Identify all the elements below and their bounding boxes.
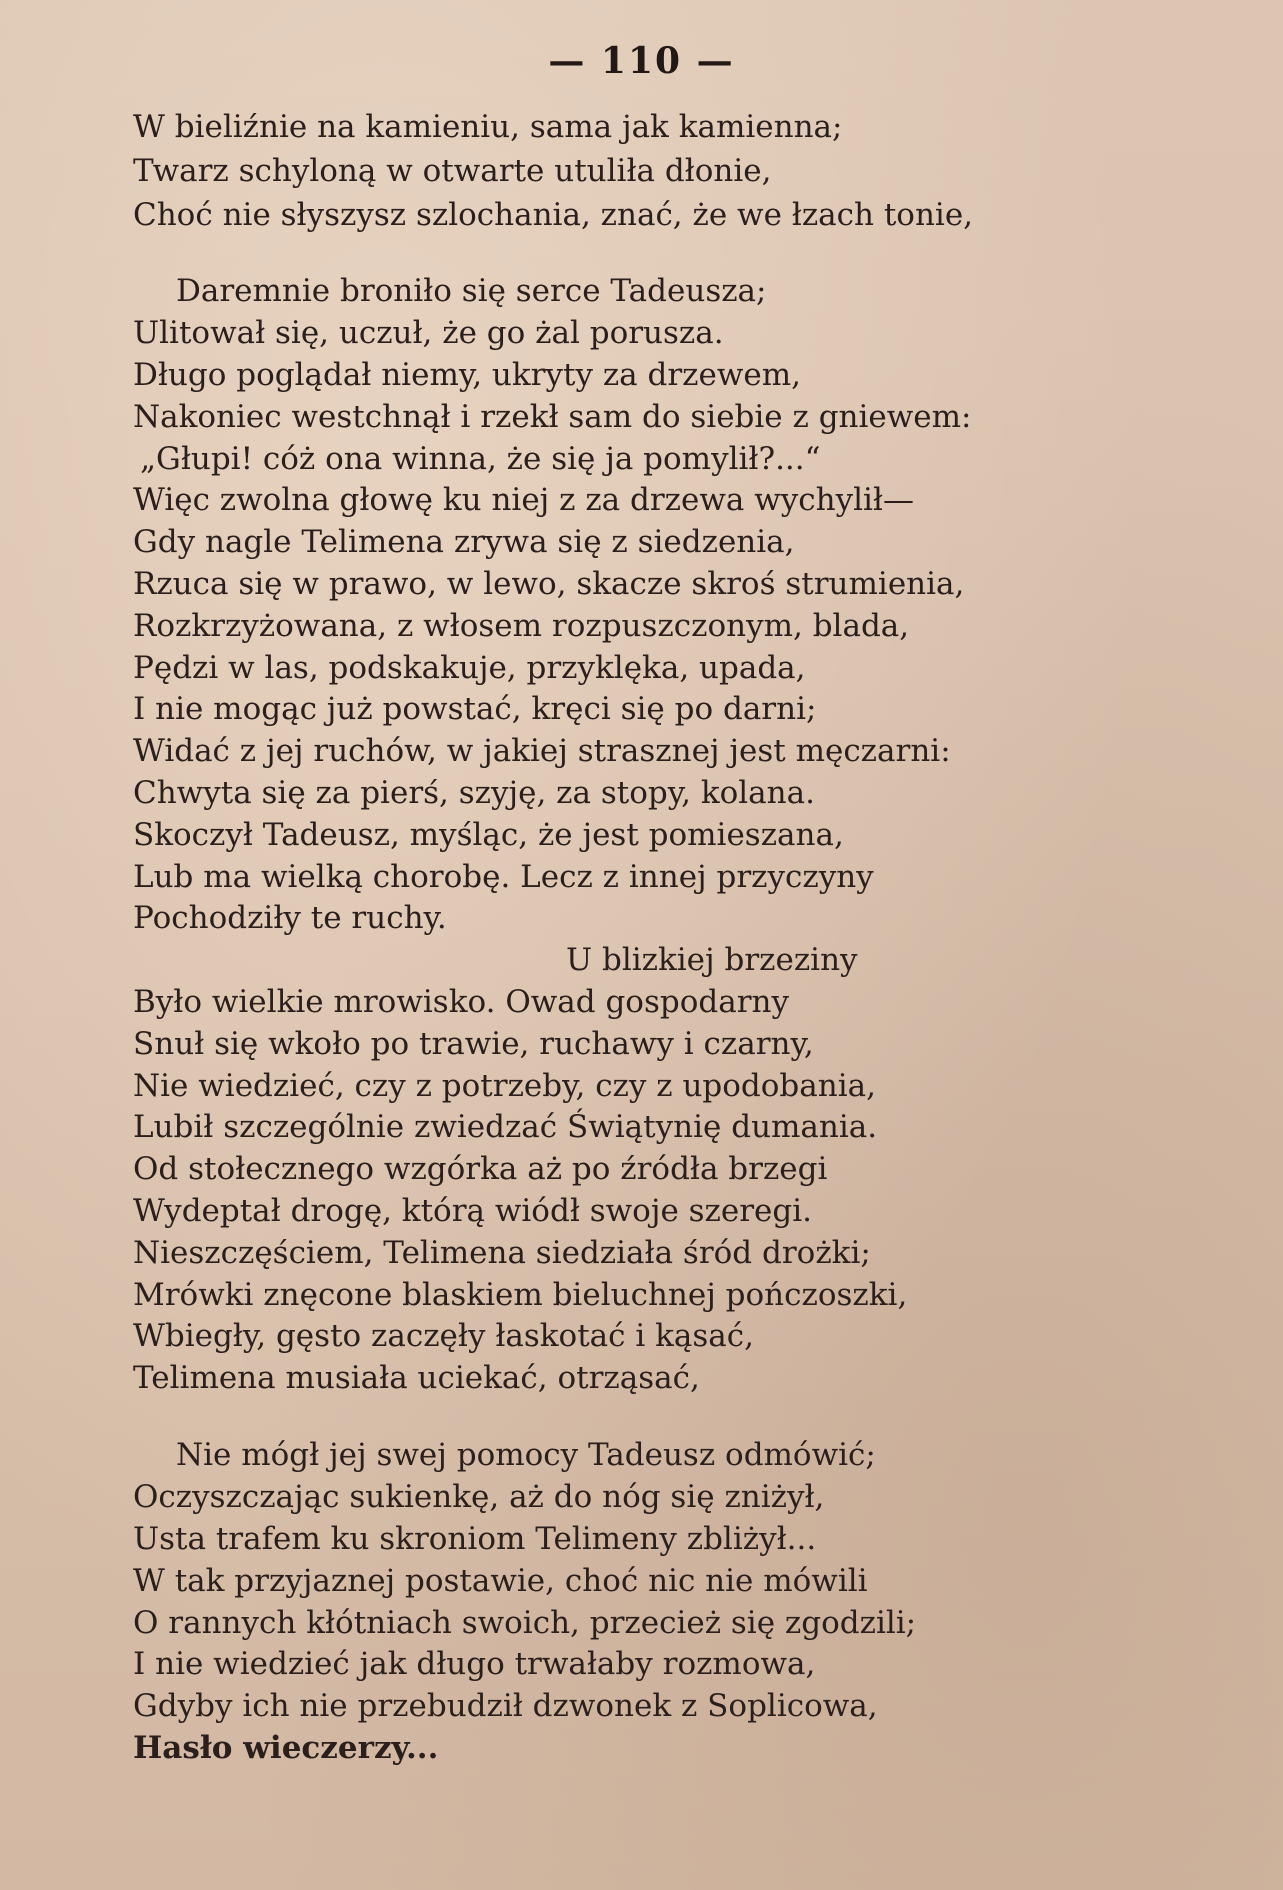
verse-line: Nieszczęściem, Telimena siedziała śród drożki;: [133, 1235, 871, 1271]
verse-line: Widać z jej ruchów, w jakiej strasznej jest męczarni:: [133, 733, 951, 769]
verse-line: Wbiegły, gęsto zaczęły łaskotać i kąsać,: [133, 1318, 754, 1354]
verse-line: U blizkiej brzeziny: [566, 942, 858, 978]
verse-line: Rzuca się w prawo, w lewo, skacze skroś strumienia,: [133, 566, 965, 602]
verse-line: Gdyby ich nie przebudził dzwonek z Soplicowa,: [133, 1688, 878, 1724]
verse-line: Oczyszczając sukienkę, aż do nóg się zniżył,: [133, 1479, 825, 1515]
verse-line: Ulitował się, uczuł, że go żal porusza.: [133, 315, 724, 351]
verse-line: Więc zwolna głowę ku niej z za drzewa wychylił—: [133, 482, 914, 518]
verse-line: Twarz schyloną w otwarte utuliła dłonie,: [133, 153, 772, 189]
verse-line: Nakoniec westchnął i rzekł sam do siebie z gniewem:: [133, 399, 972, 435]
verse-line: I nie mogąc już powstać, kręci się po darni;: [133, 691, 817, 727]
verse-line: Długo poglądał niemy, ukryty za drzewem,: [133, 357, 801, 393]
verse-line: Nie wiedzieć, czy z potrzeby, czy z upodobania,: [133, 1068, 876, 1104]
verse-line: O rannych kłótniach swoich, przecież się zgodzili;: [133, 1605, 917, 1641]
verse-line: Daremnie broniło się serce Tadeusza;: [176, 273, 767, 309]
verse-line: Chwyta się za pierś, szyję, za stopy, kolana.: [133, 775, 815, 811]
verse-line: Usta trafem ku skroniom Telimeny zbliżył...: [133, 1521, 817, 1557]
verse-line: Wydeptał drogę, którą wiódł swoje szeregi.: [133, 1193, 813, 1229]
verse-line: Skoczył Tadeusz, myśląc, że jest pomieszana,: [133, 817, 844, 853]
page-number: — 110 —: [548, 40, 735, 82]
verse-line: Pędzi w las, podskakuje, przyklęka, upada,: [133, 650, 806, 686]
verse-line: Lub ma wielką chorobę. Lecz z innej przyczyny: [133, 859, 874, 895]
verse-line: W bieliźnie na kamieniu, sama jak kamienna;: [133, 109, 843, 145]
verse-line: „Głupi! cóż ona winna, że się ja pomylił?...“: [140, 441, 821, 477]
verse-line: I nie wiedzieć jak długo trwałaby rozmowa,: [133, 1646, 816, 1682]
verse-line: Snuł się wkoło po trawie, ruchawy i czarny,: [133, 1026, 814, 1062]
verse-line: Mrówki znęcone blaskiem bieluchnej pończoszki,: [133, 1277, 908, 1313]
verse-line: Hasło wieczerzy...: [133, 1730, 439, 1766]
verse-line: Było wielkie mrowisko. Owad gospodarny: [133, 984, 789, 1020]
verse-line: Rozkrzyżowana, z włosem rozpuszczonym, blada,: [133, 608, 910, 644]
verse-line: Telimena musiała uciekać, otrząsać,: [133, 1360, 700, 1396]
verse-line: W tak przyjaznej postawie, choć nic nie mówili: [133, 1563, 868, 1599]
verse-line: Pochodziły te ruchy.: [133, 900, 447, 936]
verse-line: Nie mógł jej swej pomocy Tadeusz odmówić;: [176, 1437, 876, 1473]
verse-line: Od stołecznego wzgórka aż po źródła brzegi: [133, 1151, 828, 1187]
verse-line: Lubił szczególnie zwiedzać Świątynię dumania.: [133, 1109, 878, 1145]
verse-line: Gdy nagle Telimena zrywa się z siedzenia,: [133, 524, 795, 560]
verse-line: Choć nie słyszysz szlochania, znać, że we łzach tonie,: [133, 197, 974, 233]
